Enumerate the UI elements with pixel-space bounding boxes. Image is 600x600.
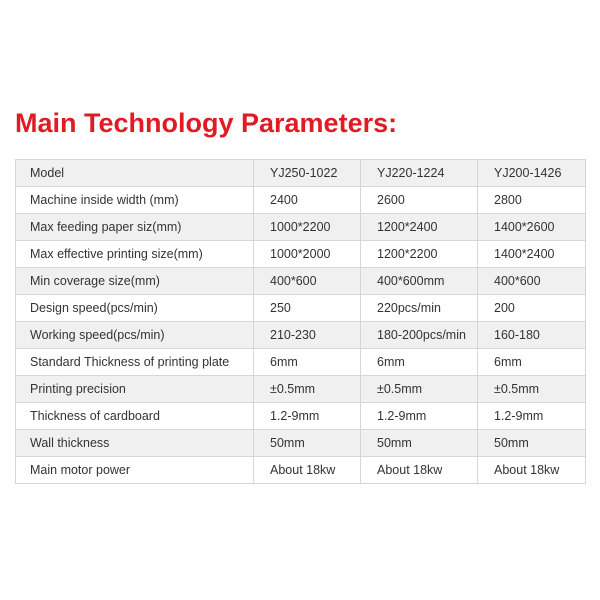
table-row bbox=[16, 187, 586, 214]
row-label: Main motor power bbox=[16, 457, 254, 484]
table-row bbox=[16, 430, 586, 457]
row-value: 2800 bbox=[478, 187, 586, 214]
row-value: 1000*2200 bbox=[254, 214, 361, 241]
parameters-table bbox=[15, 159, 586, 484]
row-value: 2600 bbox=[361, 187, 478, 214]
row-value: 6mm bbox=[478, 349, 586, 376]
row-value: About 18kw bbox=[361, 457, 478, 484]
table-row bbox=[16, 376, 586, 403]
row-value: 1.2-9mm bbox=[478, 403, 586, 430]
row-value: 1400*2400 bbox=[478, 241, 586, 268]
header-cell-label: Model bbox=[16, 160, 254, 187]
row-value: 400*600 bbox=[478, 268, 586, 295]
row-value: About 18kw bbox=[254, 457, 361, 484]
table-row bbox=[16, 295, 586, 322]
header-cell-model-2: YJ220-1224 bbox=[361, 160, 478, 187]
row-value: 50mm bbox=[478, 430, 586, 457]
row-value: 6mm bbox=[254, 349, 361, 376]
row-value: 50mm bbox=[254, 430, 361, 457]
row-value: 1000*2000 bbox=[254, 241, 361, 268]
row-label: Working speed(pcs/min) bbox=[16, 322, 254, 349]
row-value: 200 bbox=[478, 295, 586, 322]
row-value: 400*600mm bbox=[361, 268, 478, 295]
header-cell-model-3: YJ200-1426 bbox=[478, 160, 586, 187]
row-label: Max feeding paper siz(mm) bbox=[16, 214, 254, 241]
row-value: 400*600 bbox=[254, 268, 361, 295]
row-label: Max effective printing size(mm) bbox=[16, 241, 254, 268]
row-value: 250 bbox=[254, 295, 361, 322]
table-row bbox=[16, 403, 586, 430]
row-label: Design speed(pcs/min) bbox=[16, 295, 254, 322]
row-value: 1.2-9mm bbox=[254, 403, 361, 430]
row-label: Standard Thickness of printing plate bbox=[16, 349, 254, 376]
row-value: 50mm bbox=[361, 430, 478, 457]
row-label: Min coverage size(mm) bbox=[16, 268, 254, 295]
row-value: 180-200pcs/min bbox=[361, 322, 478, 349]
row-value: ±0.5mm bbox=[478, 376, 586, 403]
row-value: 1400*2600 bbox=[478, 214, 586, 241]
row-value: About 18kw bbox=[478, 457, 586, 484]
table-row bbox=[16, 241, 586, 268]
table-header-row bbox=[16, 160, 586, 187]
table-row bbox=[16, 349, 586, 376]
row-label: Machine inside width (mm) bbox=[16, 187, 254, 214]
page-title: Main Technology Parameters: bbox=[15, 108, 398, 138]
table-row bbox=[16, 214, 586, 241]
row-value: 220pcs/min bbox=[361, 295, 478, 322]
row-value: 210-230 bbox=[254, 322, 361, 349]
row-value: 1.2-9mm bbox=[361, 403, 478, 430]
row-label: Printing precision bbox=[16, 376, 254, 403]
table-row bbox=[16, 322, 586, 349]
row-value: 160-180 bbox=[478, 322, 586, 349]
table-row bbox=[16, 457, 586, 484]
row-value: 2400 bbox=[254, 187, 361, 214]
row-value: 1200*2400 bbox=[361, 214, 478, 241]
row-value: 6mm bbox=[361, 349, 478, 376]
header-cell-model-1: YJ250-1022 bbox=[254, 160, 361, 187]
row-value: ±0.5mm bbox=[361, 376, 478, 403]
row-value: 1200*2200 bbox=[361, 241, 478, 268]
row-value: ±0.5mm bbox=[254, 376, 361, 403]
table-row bbox=[16, 268, 586, 295]
row-label: Wall thickness bbox=[16, 430, 254, 457]
row-label: Thickness of cardboard bbox=[16, 403, 254, 430]
